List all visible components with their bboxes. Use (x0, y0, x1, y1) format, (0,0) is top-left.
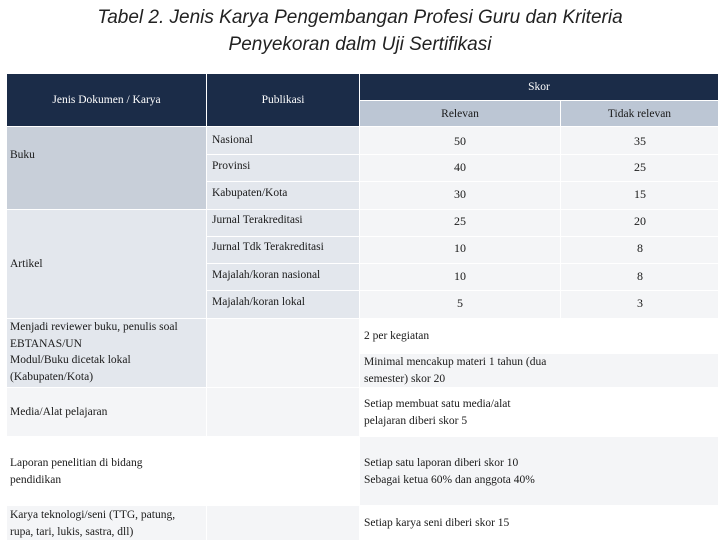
other-item-note-line: Minimal mencakup materi 1 tahun (dua (364, 356, 547, 368)
table-row-relevan: 10 (454, 269, 466, 283)
table-row-relevan: 25 (454, 214, 466, 228)
header-tidak-relevan (561, 101, 718, 126)
table-title-line-2: Penyekoran dalm Uji Sertifikasi (228, 34, 492, 55)
other-item-publikasi-cell (207, 506, 359, 540)
other-item-doc (10, 455, 143, 488)
table-row-relevan: 30 (454, 187, 466, 201)
other-item-doc (10, 404, 107, 421)
other-item-publikasi-cell (207, 388, 359, 436)
other-item-note-line: semester) skor 20 (364, 373, 446, 385)
header-publikasi (207, 74, 359, 126)
table-title-line-1: Tabel 2. Jenis Karya Pengembangan Profesi Guru dan Kriteria (97, 7, 623, 28)
table-row-publikasi: Kabupaten/Kota (212, 187, 288, 199)
table-row-tidak-relevan: 3 (637, 296, 643, 310)
table-row-publikasi: Provinsi (212, 160, 251, 172)
other-item-doc-line: rupa, tari, lukis, sastra, dll) (10, 525, 134, 538)
table-row-publikasi: Jurnal Tdk Terakreditasi (212, 241, 324, 253)
table-row-tidak-relevan: 15 (634, 187, 646, 201)
group-label-artikel (10, 256, 43, 272)
table-row-publikasi: Majalah/koran nasional (212, 269, 321, 281)
table-row-publikasi: Jurnal Terakreditasi (212, 214, 303, 226)
header-skor-label: Skor (528, 81, 550, 93)
header-jenis-dokumen (7, 74, 206, 126)
other-item-note (364, 455, 535, 489)
other-item-doc-line: Karya teknologi/seni (TTG, patung, (10, 509, 176, 521)
other-item-note (364, 515, 509, 532)
header-relevan-label: Relevan (441, 107, 479, 120)
header-jenis-dokumen-label: Jenis Dokumen / Karya (52, 94, 161, 106)
table-row-tidak-relevan: 8 (637, 269, 643, 283)
header-relevan (360, 101, 560, 126)
other-item-doc (10, 507, 175, 540)
other-item-note (364, 354, 546, 388)
other-item-doc (10, 319, 178, 385)
other-item-note-line: pelajaran diberi skor 5 (364, 415, 468, 427)
header-publikasi-label: Publikasi (261, 94, 305, 106)
other-item-doc-line: Menjadi reviewer buku, penulis soal (10, 321, 178, 333)
other-item-doc-line: Media/Alat pelajaran (10, 406, 108, 418)
other-item-note-line: Sebagai ketua 60% dan anggota 40% (364, 474, 535, 486)
other-item-doc-line: pendidikan (10, 473, 62, 486)
other-item-note-line: Setiap karya seni diberi skor 15 (364, 517, 510, 529)
other-item-doc-line: EBTANAS/UN (10, 337, 82, 350)
table-row-relevan: 50 (454, 134, 466, 148)
table-row-tidak-relevan: 20 (634, 214, 646, 228)
header-skor (360, 74, 718, 100)
table-row-relevan: 40 (454, 160, 466, 174)
group-label-artikel-text: Artikel (10, 258, 43, 270)
header-tidak-relevan-label: Tidak relevan (607, 107, 672, 120)
other-item-publikasi-cell (207, 437, 359, 505)
group-label-buku (10, 147, 35, 163)
other-item-note-line: Setiap membuat satu media/alat (364, 398, 511, 410)
table-row-tidak-relevan: 8 (637, 241, 643, 255)
table-title (0, 4, 720, 58)
table-row-relevan: 10 (454, 241, 466, 255)
other-item-doc-line: (Kabupaten/Kota) (10, 370, 94, 383)
group-label-buku-text: Buku (10, 149, 35, 161)
table-row-publikasi: Nasional (212, 134, 253, 146)
other-item-note (364, 328, 429, 345)
buku-group-cell (7, 127, 206, 209)
table-row-publikasi: Majalah/koran lokal (212, 296, 305, 308)
other-item-doc-line: Laporan penelitian di bidang (10, 457, 143, 469)
table-row-tidak-relevan: 35 (634, 134, 646, 148)
table-row-tidak-relevan: 25 (634, 160, 646, 174)
other-item-note-line: 2 per kegiatan (364, 330, 430, 342)
other-item-doc-line: Modul/Buku dicetak lokal (10, 354, 131, 366)
table-row-relevan: 5 (457, 296, 463, 310)
other-item-note (364, 396, 511, 430)
other-item-publikasi-cell (207, 319, 359, 387)
other-item-note-line: Setiap satu laporan diberi skor 10 (364, 457, 519, 469)
